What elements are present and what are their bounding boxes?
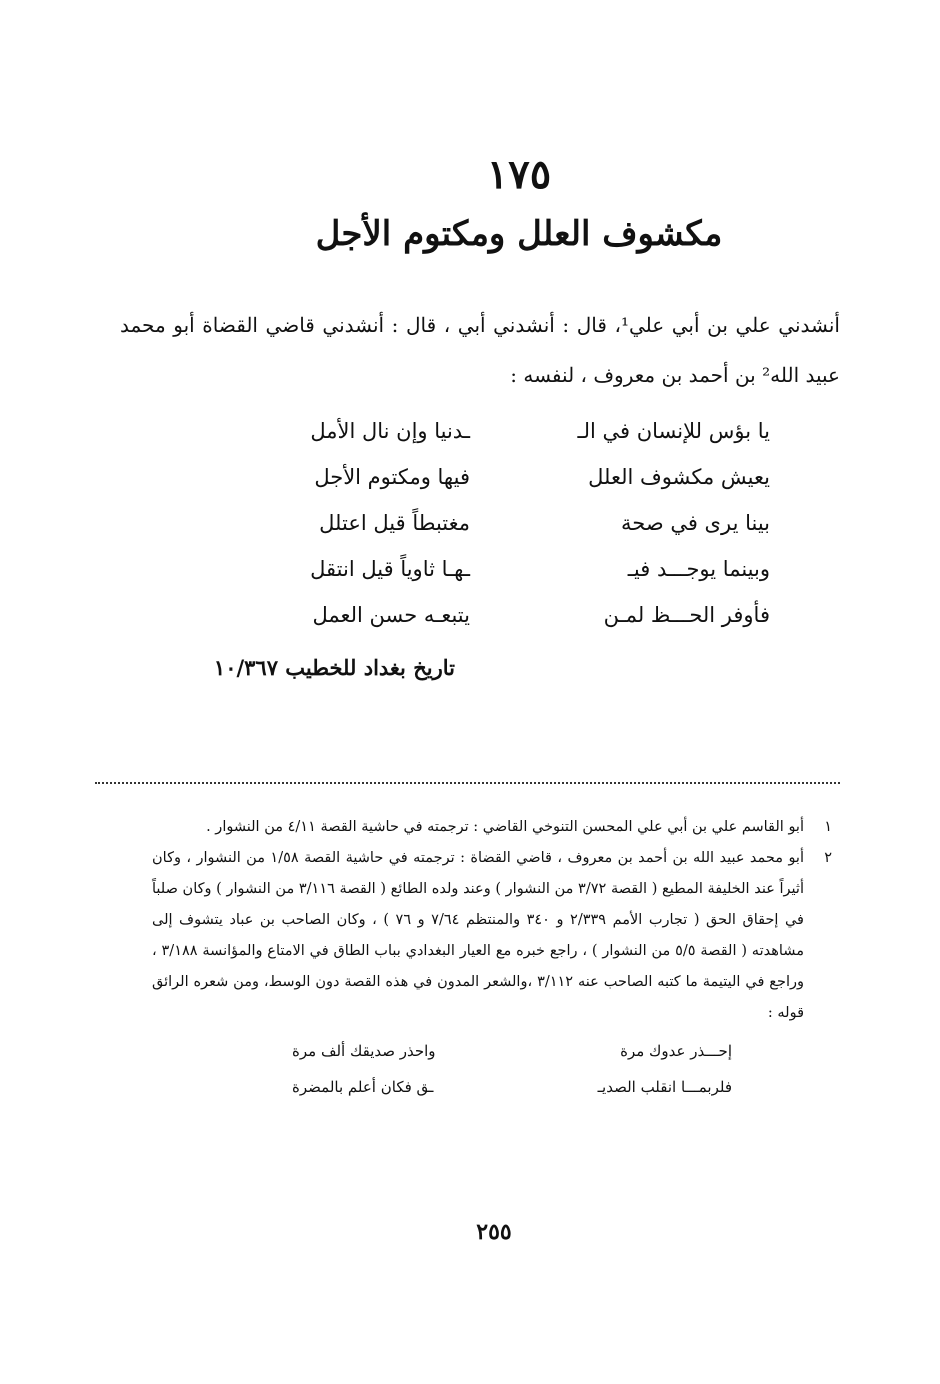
footnote-divider	[95, 782, 840, 784]
footnote-verse	[292, 1069, 732, 1105]
verse-first-hemistich: يعيش مكشوف العلل	[588, 465, 770, 489]
verse-second-hemistich: يتبعـه حسن العمل	[312, 603, 470, 627]
footnote-number: ١	[824, 819, 832, 835]
poem	[270, 408, 770, 638]
verse-second-hemistich: فيها ومكتوم الأجل	[314, 465, 470, 489]
verse-second-hemistich: مغتبطاً قيل اعتلل	[319, 511, 470, 535]
source-citation: تاريخ بغداد للخطيب ١٠/٣٦٧	[213, 655, 455, 680]
verse-second-hemistich: ـدنيا وإن نال الأمل	[310, 419, 470, 443]
footnote	[152, 843, 832, 1029]
footnote	[152, 812, 832, 843]
verse-first-hemistich: بينا يرى في صحة	[621, 511, 770, 535]
poem-verse	[270, 592, 770, 638]
page-number: ٢٥٥	[476, 1219, 512, 1245]
poem-verse	[270, 408, 770, 454]
story-title: مكشوف العلل ومكتوم الأجل	[315, 214, 723, 254]
footnote-poem	[292, 1033, 732, 1105]
verse-first-hemistich: إحـــذر عدوك مرة	[620, 1042, 732, 1060]
verse-second-hemistich: ـهـا ثاوياً قيل انتقل	[310, 557, 470, 581]
verse-second-hemistich: واحذر صديقك ألف مرة	[292, 1042, 436, 1060]
footnote-verse	[292, 1033, 732, 1069]
verse-first-hemistich: يا بؤس للإنسان في الـ	[577, 419, 770, 443]
poem-verse	[270, 454, 770, 500]
poem-verse	[270, 500, 770, 546]
footnote-text: أبو محمد عبيد الله بن أحمد بن معروف ، قاضي القضاة : ترجمته في حاشية القصة ١/٥٨ من النشوار ، وكان أثيراً عند الخليفة المطيع ( القصة ٣/٧٢ من النشوار ) وعند ولده الطائع ( القصة ٣/١١٦ من النشوار ) وكان صلباً في إحقاق الحق ( تجارب الأمم ٢/٣٣٩ و ٣٤٠ والمنتظم ٧/٦٤ و ٧٦ ) ، وكان الصاحب بن عباد يتشوف إلى مشاهدته ( القصة ٥/٥ من النشوار ) ، راجع خبره مع العيار البغدادي بباب الطاق في الامتاع والمؤانسة ٣/١٨٨ ، وراجع في اليتيمة ما كتبه الصاحب عنه ٣/١١٢ ،والشعر المدون في هذه القصة دون الوسط، ومن شعره الرائق قوله :	[152, 850, 804, 1021]
footnotes	[152, 812, 832, 1105]
footnote-number: ٢	[824, 850, 832, 866]
verse-first-hemistich: فلربمـــا انقلب الصديـ	[597, 1078, 732, 1096]
verse-first-hemistich: وبينما يوجـــد فيـ	[627, 557, 770, 581]
verse-first-hemistich: فأوفر الحـــظ لمـن	[603, 603, 770, 627]
story-number: ١٧٥	[486, 151, 552, 198]
footnote-text: أبو القاسم علي بن أبي علي المحسن التنوخي القاضي : ترجمته في حاشية القصة ٤/١١ من النشوار .	[206, 819, 804, 835]
story-intro: أنشدني علي بن أبي علي¹، قال : أنشدني أبي ، قال : أنشدني قاضي القضاة أبو محمد عبيد الله² بن أحمد بن معروف ، لنفسه :	[120, 313, 840, 387]
verse-second-hemistich: ـق فكان أعلم بالمضرة	[292, 1078, 434, 1096]
poem-verse	[270, 546, 770, 592]
